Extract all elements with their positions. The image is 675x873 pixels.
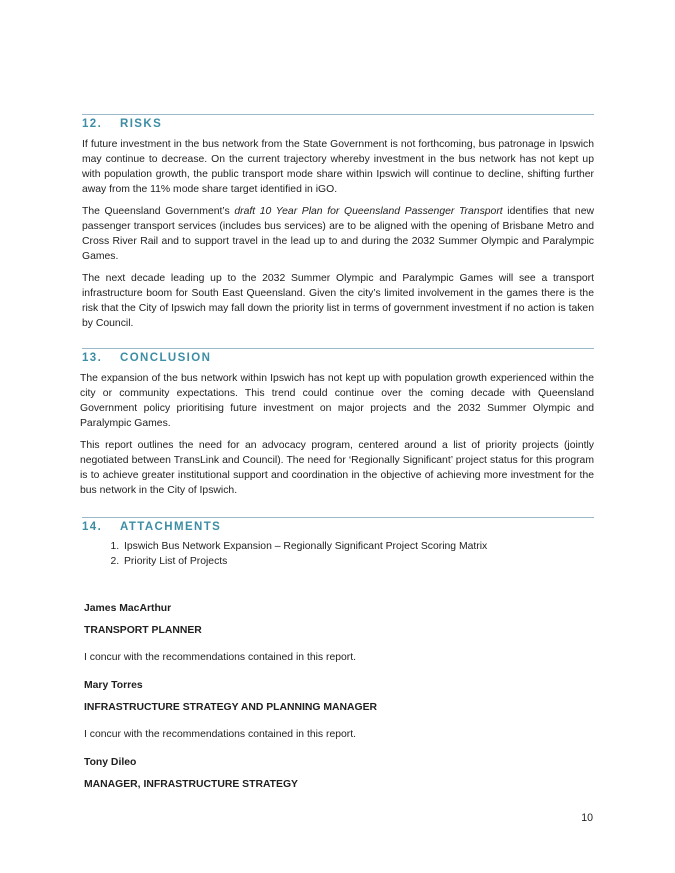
signatory-name: Tony Dileo: [84, 757, 137, 768]
risks-paragraph-3: The next decade leading up to the 2032 Summer Olympic and Paralympic Games will see a transport infrastructure boom for South East Queensland. Given the city’s limited involvement in the games there is the risk that the City of Ipswich may fall down the priority list in terms of government investment if no action is taken by Council.: [82, 273, 594, 329]
section-divider: [82, 348, 594, 349]
conclusion-paragraph-1: The expansion of the bus network within Ipswich has not kept up with population growth experienced within the city or community expectations. This trend could continue over the coming decade with Queensland Government policy prioritising future investment on major projects and the 2032 Summer Olympic and Paralympic Games.: [80, 373, 594, 429]
conclusion-heading: [82, 352, 594, 364]
concurrence-statement: I concur with the recommendations contained in this report.: [84, 652, 357, 663]
risks-paragraph-2: [82, 204, 594, 264]
section-divider: [82, 114, 594, 115]
concurrence-statement: I concur with the recommendations contained in this report.: [84, 729, 357, 740]
section-title: RISKS: [120, 118, 163, 130]
risks-section: [82, 114, 594, 338]
section-divider: [82, 517, 594, 518]
signatory-name: James MacArthur: [84, 603, 172, 614]
risks-paragraph-1: If future investment in the bus network from the State Government is not forthcoming, bus patronage in Ipswich may continue to decrease. On the current trajectory whereby investment in the bus network has not kept up with population growth, the public transport mode share within Ipswich will continue to decline, shifting further away from the 11% mode share target identified in iGO.: [82, 139, 594, 195]
conclusion-section: [80, 348, 594, 505]
attachment-item: 2. Priority List of Projects: [122, 554, 594, 569]
signatory-name: Mary Torres: [84, 680, 143, 691]
signatory-title: MANAGER, INFRASTRUCTURE STRATEGY: [84, 779, 298, 790]
attachments-list: [82, 539, 594, 569]
paragraph-text: The Queensland Government’s: [82, 206, 235, 217]
paragraph-text: identifies that new passenger transport services (includes bus services) are to be aligned with the opening of Brisbane Metro and Cross River Rail and to support travel in the lead up to and during the 2032 Summer Olympic and Paralympic Games.: [82, 206, 594, 262]
section-title: CONCLUSION: [120, 352, 212, 364]
signatory-title: INFRASTRUCTURE STRATEGY AND PLANNING MANAGER: [84, 702, 378, 713]
section-title: ATTACHMENTS: [120, 521, 222, 533]
section-number: 14.: [82, 521, 103, 533]
section-number: 13.: [82, 352, 103, 364]
attachment-item: 1. Ipswich Bus Network Expansion – Regionally Significant Project Scoring Matrix: [122, 539, 594, 554]
attachments-section: [82, 517, 594, 569]
signatory-title: TRANSPORT PLANNER: [84, 625, 202, 636]
attachments-heading: [82, 521, 594, 533]
plan-title-italic: draft 10 Year Plan for Queensland Passenger Transport: [234, 206, 503, 217]
page-number: 10: [581, 812, 593, 824]
section-number: 12.: [82, 118, 103, 130]
conclusion-paragraph-2: This report outlines the need for an advocacy program, centered around a list of priority projects (jointly negotiated between TransLink and Council). The need for ‘Regionally Significant’ project status for this program is to achieve greater institutional support and coordination in the objective of achieving more investment for the bus network in the City of Ipswich.: [80, 440, 594, 496]
risks-heading: [82, 118, 594, 130]
